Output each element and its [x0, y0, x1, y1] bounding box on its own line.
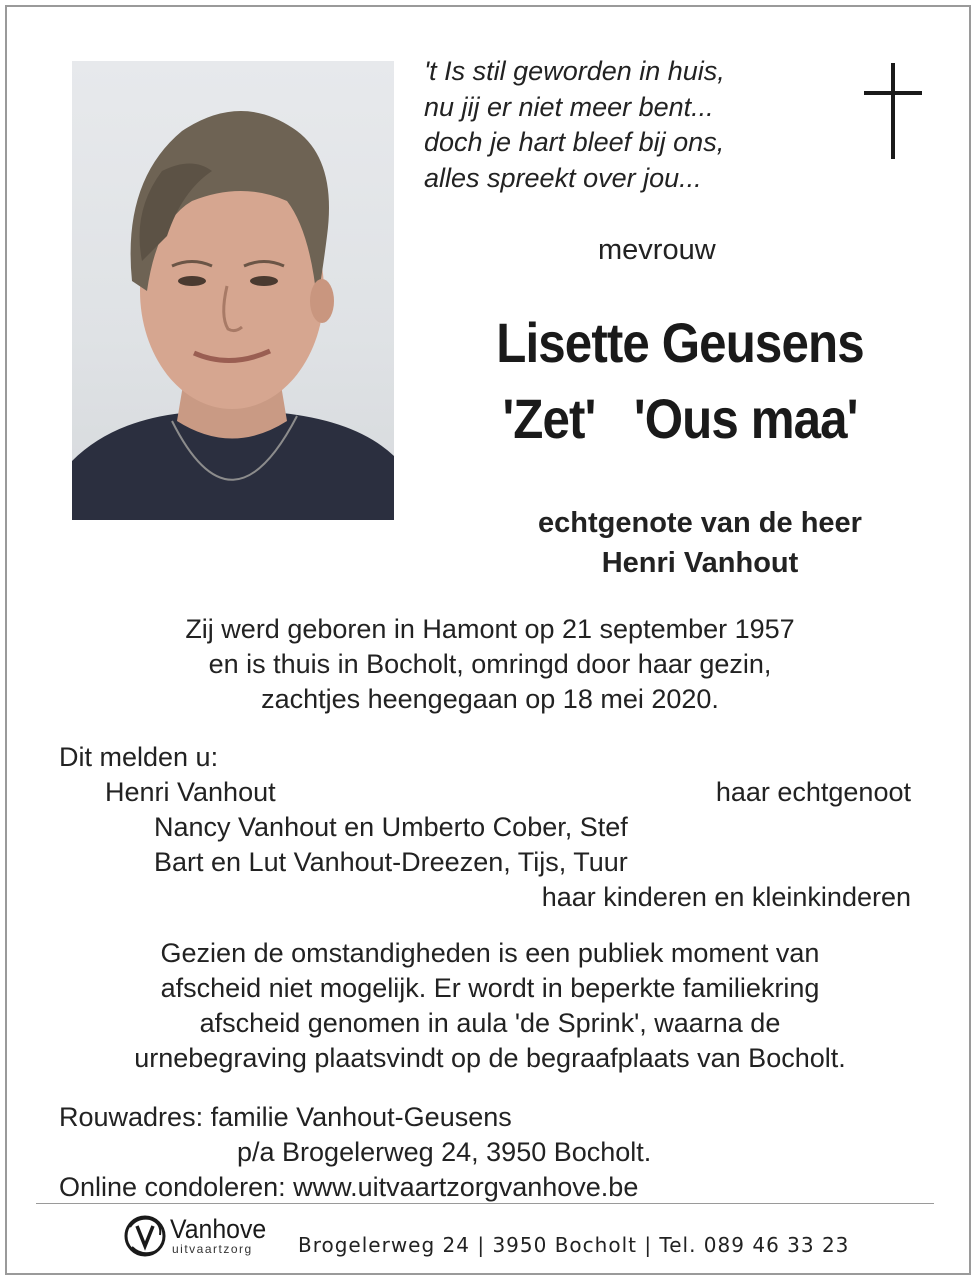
- poem-line: 't Is stil geworden in huis,: [424, 56, 725, 86]
- notice-line: Gezien de omstandigheden is een publiek moment van: [160, 938, 820, 968]
- portrait-photo: [72, 61, 394, 520]
- announcer-children-role: haar kinderen en kleinkinderen: [541, 882, 911, 912]
- announcer-child-line: Nancy Vanhout en Umberto Cober, Stef: [154, 812, 628, 842]
- cross-icon: [864, 63, 922, 159]
- poem-line: nu jij er niet meer bent...: [424, 91, 714, 122]
- birth-line: zachtjes heengegaan op 18 mei 2020.: [261, 684, 719, 714]
- notice-line: afscheid niet mogelijk. Er wordt in beperkte familiekring: [160, 973, 820, 1003]
- poem-line: doch je hart bleef bij ons,: [424, 127, 725, 157]
- poem-line: alles spreekt over jou...: [424, 162, 702, 193]
- announcer-spouse-name: Henri Vanhout: [105, 777, 276, 807]
- company-name: Vanhove: [170, 1214, 267, 1244]
- birth-line: en is thuis in Bocholt, omringd door haar gezin,: [208, 649, 772, 679]
- mourning-address-line2: p/a Brogelerweg 24, 3950 Bocholt.: [237, 1137, 652, 1167]
- poem: [424, 54, 844, 196]
- spouse-intro: echtgenote van de heer: [538, 507, 862, 539]
- footer-divider: [36, 1203, 934, 1204]
- spouse-name: Henri Vanhout: [601, 547, 799, 579]
- company-address: Brogelerweg 24 | 3950 Bocholt | Tel. 089 46 33 23: [298, 1233, 850, 1257]
- online-condolence: Online condoleren: www.uitvaartzorgvanhove.be: [59, 1172, 639, 1202]
- company-subtitle: uitvaartzorg: [172, 1242, 253, 1256]
- honorific: mevrouw: [598, 234, 716, 266]
- announcers-intro: Dit melden u:: [59, 742, 219, 772]
- birth-line: Zij werd geboren in Hamont op 21 september 1957: [185, 614, 795, 644]
- birth-death-text: [40, 612, 940, 717]
- notice-line: urnebegraving plaatsvindt op de begraafplaats van Bocholt.: [134, 1043, 846, 1073]
- deceased-name: Lisette Geusens: [496, 311, 864, 374]
- mourning-address-line1: Rouwadres: familie Vanhout-Geusens: [59, 1102, 512, 1132]
- notice-line: afscheid genomen in aula 'de Sprink', waarna de: [199, 1008, 781, 1038]
- ceremony-notice: [40, 936, 940, 1076]
- deceased-nicknames: 'Zet' 'Ous maa': [502, 387, 858, 450]
- portrait-illustration: [72, 61, 394, 520]
- announcer-spouse-role: haar echtgenoot: [715, 777, 911, 807]
- announcer-child-line: Bart en Lut Vanhout-Dreezen, Tijs, Tuur: [154, 847, 628, 877]
